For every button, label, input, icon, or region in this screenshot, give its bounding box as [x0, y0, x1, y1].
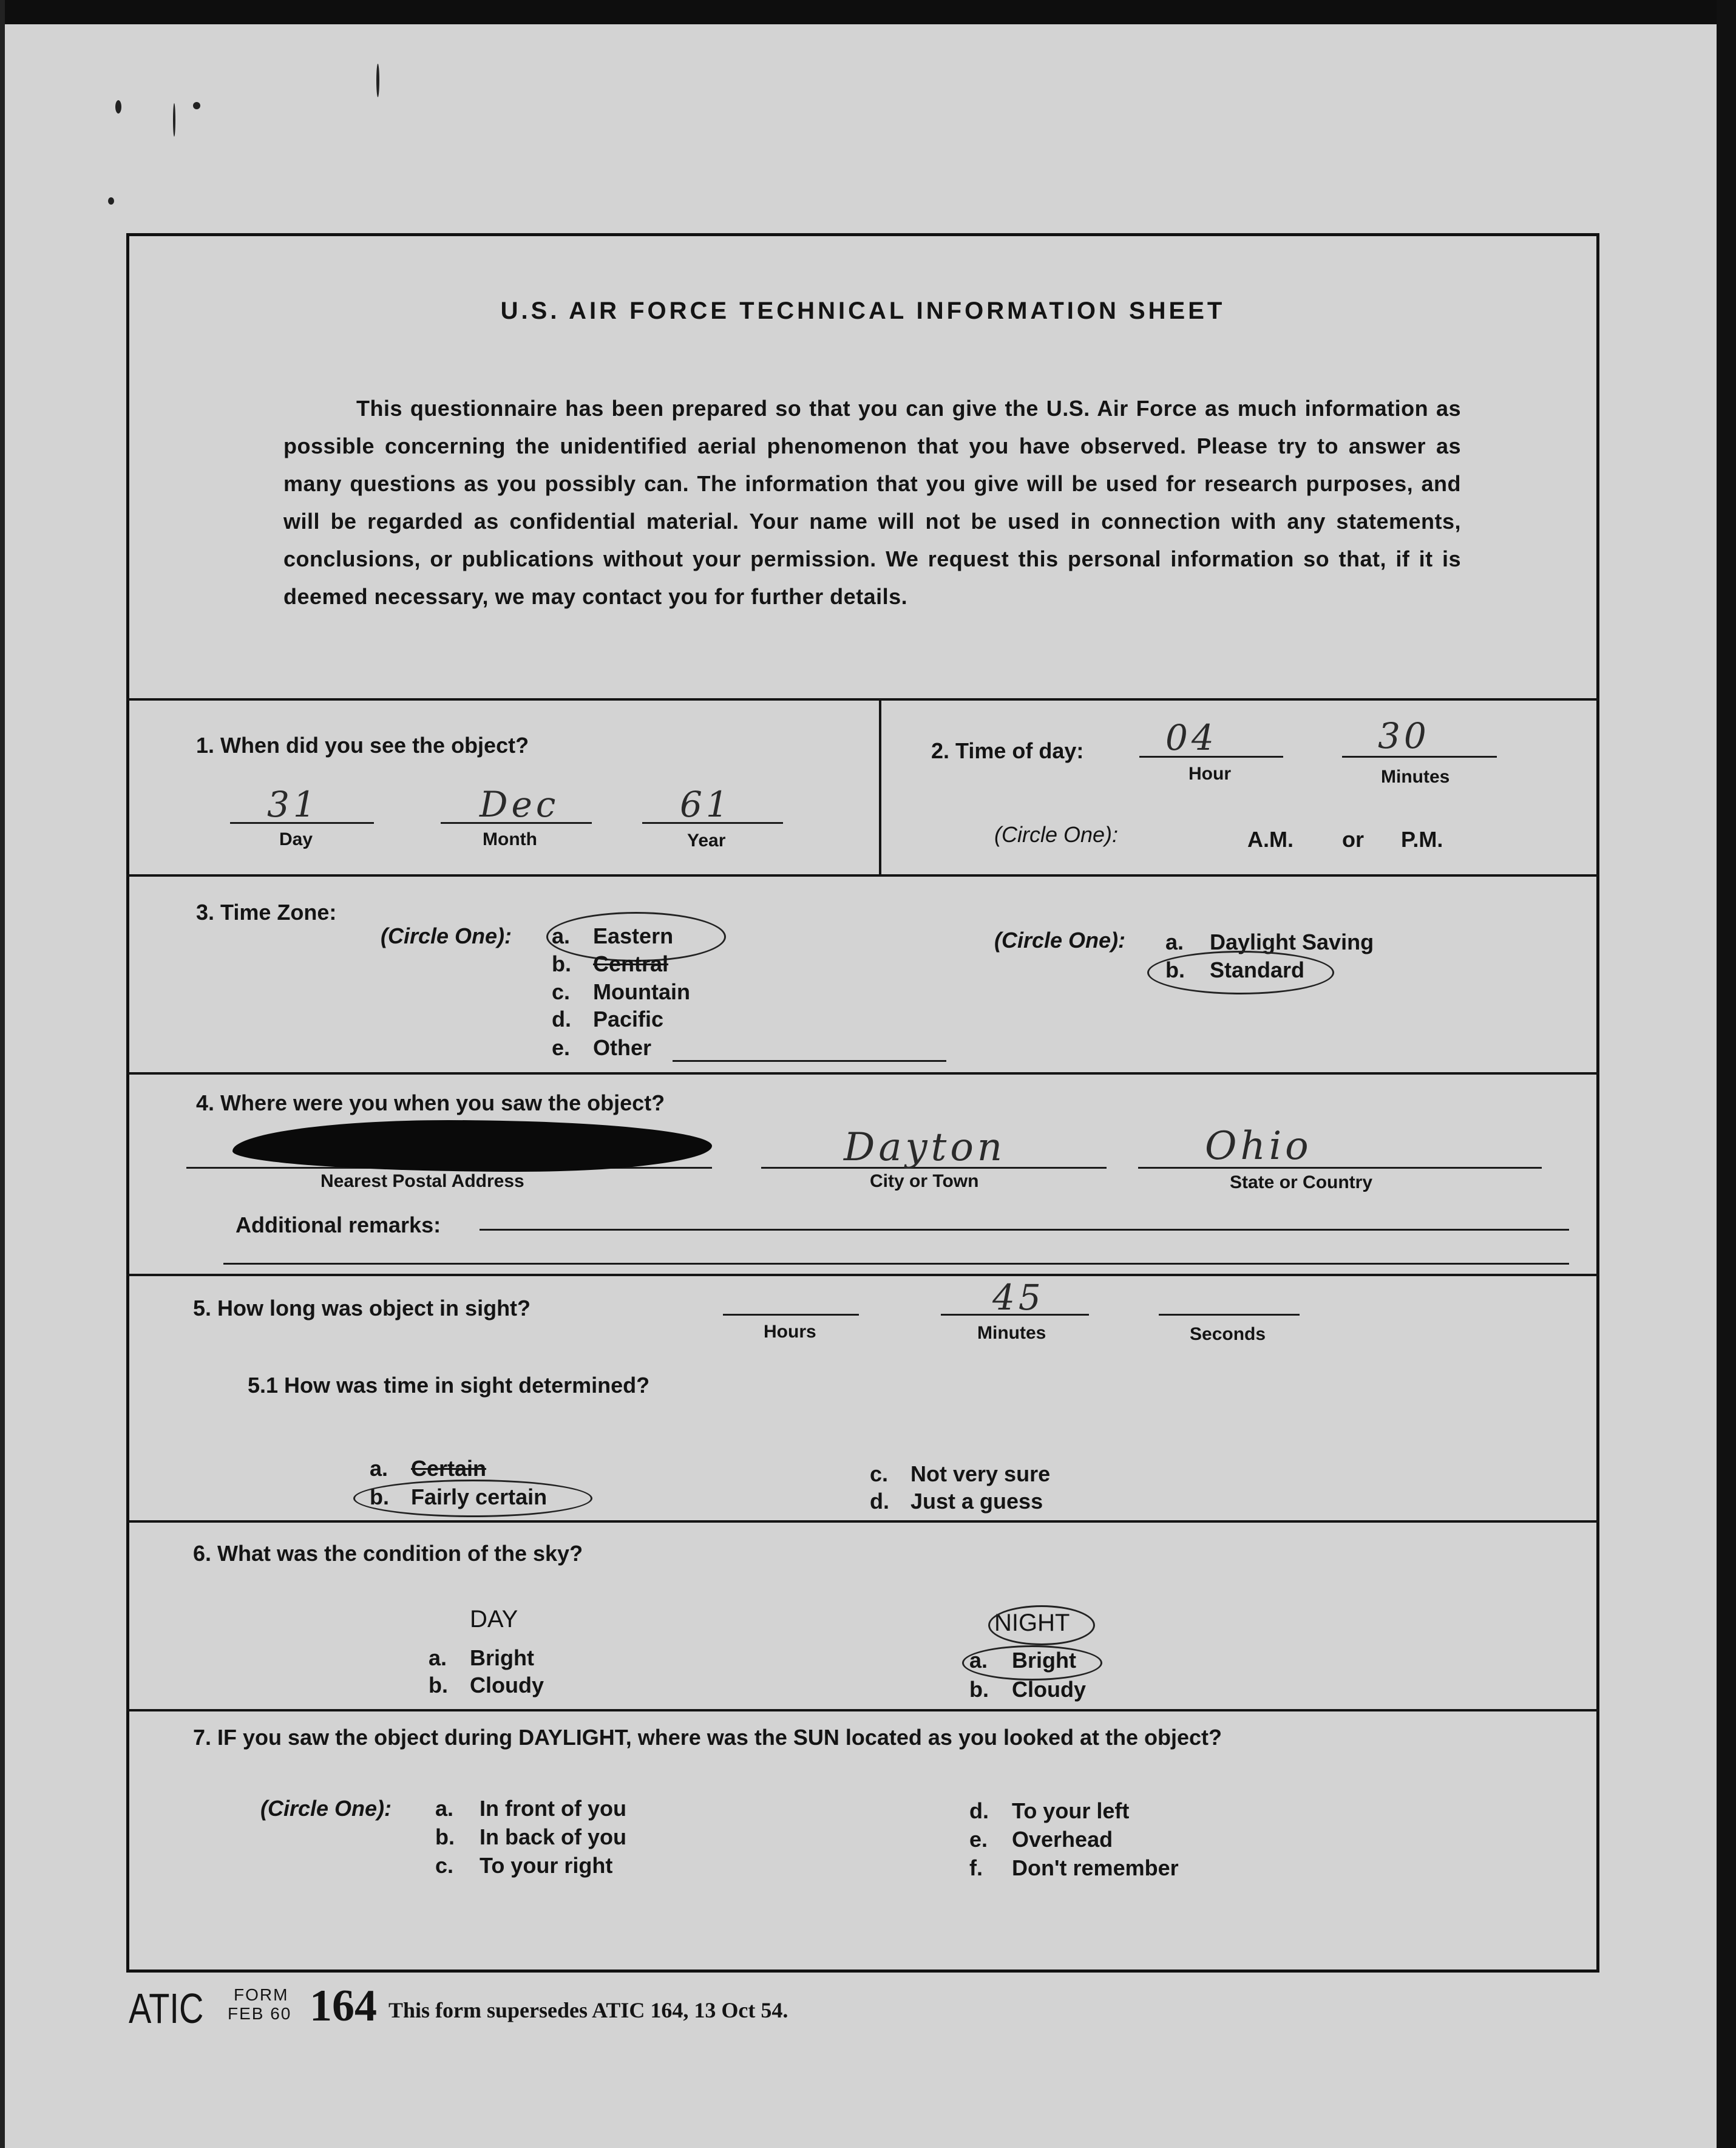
pm-option[interactable]: P.M. — [1401, 827, 1443, 852]
year-label: Year — [687, 831, 726, 851]
zone-e-key: e. — [552, 1035, 571, 1060]
zone-eastern[interactable]: Eastern — [593, 923, 674, 948]
duration-minutes-value: 45 — [992, 1277, 1045, 1318]
section-divider — [126, 874, 1599, 877]
scan-speck — [376, 64, 379, 97]
scan-border-top — [0, 0, 1736, 24]
q3-circle-one: (Circle One): — [381, 923, 512, 948]
dont-remember-option[interactable]: Don't remember — [1012, 1855, 1179, 1880]
state-field[interactable] — [1138, 1167, 1542, 1169]
sun-a-key: a. — [435, 1796, 454, 1821]
footer-date: FEB 60 — [228, 2004, 292, 2023]
zone-b-key: b. — [552, 951, 571, 976]
scan-speck — [108, 197, 114, 205]
hour-label: Hour — [1188, 764, 1231, 784]
scan-speck — [173, 103, 175, 137]
year-value: 61 — [680, 784, 732, 825]
zone-mountain[interactable]: Mountain — [593, 979, 690, 1004]
zone-central[interactable]: Central — [593, 951, 669, 976]
zone-a-key: a. — [552, 923, 571, 948]
in-front-option[interactable]: In front of you — [480, 1796, 626, 1821]
saving-a-key: a. — [1165, 930, 1184, 954]
state-value: Ohio — [1205, 1124, 1312, 1169]
q6-label: 6. What was the condition of the sky? — [193, 1541, 583, 1566]
q3-circle-one-2: (Circle One): — [994, 928, 1126, 953]
sun-e-key: e. — [969, 1827, 988, 1852]
remarks-field-line-2[interactable] — [223, 1263, 1569, 1265]
sun-f-key: f. — [969, 1855, 983, 1880]
q1-label: 1. When did you see the object? — [196, 733, 529, 758]
daylight-saving-option[interactable]: Daylight Saving — [1210, 930, 1374, 954]
q4-label: 4. Where were you when you saw the object? — [196, 1090, 665, 1115]
night-a-key: a. — [969, 1648, 988, 1673]
q5-label: 5. How long was object in sight? — [193, 1296, 531, 1320]
day-label: Day — [279, 829, 313, 849]
section-divider — [126, 1520, 1599, 1523]
minutes-label: Minutes — [1381, 767, 1450, 787]
overhead-option[interactable]: Overhead — [1012, 1827, 1113, 1852]
city-value: Dayton — [844, 1125, 1006, 1170]
day-heading: DAY — [470, 1606, 518, 1633]
scan-border-left — [0, 0, 5, 2148]
day-bright-option[interactable]: Bright — [470, 1645, 534, 1670]
seconds-label: Seconds — [1190, 1324, 1266, 1344]
standard-option[interactable]: Standard — [1210, 957, 1305, 982]
zone-other[interactable]: Other — [593, 1035, 652, 1060]
scan-speck — [193, 102, 200, 109]
hours-field[interactable] — [723, 1314, 859, 1316]
zone-pacific[interactable]: Pacific — [593, 1007, 664, 1032]
certain-option[interactable]: Certain — [411, 1456, 487, 1481]
other-zone-field[interactable] — [673, 1060, 946, 1062]
q3-label: 3. Time Zone: — [196, 900, 337, 925]
zone-d-key: d. — [552, 1007, 571, 1032]
scan-speck — [115, 100, 121, 114]
certainty-a-key: a. — [370, 1456, 388, 1481]
just-a-guess-option[interactable]: Just a guess — [910, 1489, 1043, 1514]
day-value: 31 — [267, 784, 319, 825]
q2-circle-one: (Circle One): — [994, 822, 1119, 847]
scan-border-right — [1717, 0, 1736, 2148]
q7-label: 7. IF you saw the object during DAYLIGHT, where was the SUN located as you looked at the object? — [193, 1725, 1222, 1750]
q7-circle-one: (Circle One): — [260, 1796, 392, 1821]
city-label: City or Town — [870, 1171, 979, 1191]
state-label: State or Country — [1230, 1172, 1373, 1192]
circled-mark — [962, 1645, 1102, 1681]
sun-b-key: b. — [435, 1824, 455, 1849]
am-option[interactable]: A.M. — [1247, 827, 1294, 852]
month-label: Month — [483, 829, 537, 849]
section-divider — [126, 1274, 1599, 1276]
q2-label: 2. Time of day: — [931, 738, 1084, 763]
day-b-key: b. — [429, 1673, 448, 1698]
zone-c-key: c. — [552, 979, 571, 1004]
seconds-field[interactable] — [1159, 1314, 1300, 1316]
minutes-value: 30 — [1378, 715, 1430, 756]
night-b-key: b. — [969, 1677, 989, 1702]
circled-mark — [1147, 951, 1334, 994]
remarks-field[interactable] — [480, 1229, 1569, 1231]
q5-1-label: 5.1 How was time in sight determined? — [248, 1373, 650, 1398]
footer-form: FORM — [234, 1985, 289, 2004]
column-divider — [879, 698, 881, 874]
in-back-option[interactable]: In back of you — [480, 1824, 627, 1849]
day-a-key: a. — [429, 1645, 447, 1670]
certainty-c-key: c. — [870, 1461, 889, 1486]
section-divider — [126, 698, 1599, 701]
sun-d-key: d. — [969, 1798, 989, 1823]
day-cloudy-option[interactable]: Cloudy — [470, 1673, 544, 1698]
hour-value: 04 — [1165, 717, 1218, 758]
footer-supersedes-note: This form supersedes ATIC 164, 13 Oct 54. — [388, 1998, 788, 2022]
night-bright-option[interactable]: Bright — [1012, 1648, 1076, 1673]
footer-form-number: 164 — [310, 1981, 377, 2031]
to-left-option[interactable]: To your left — [1012, 1798, 1130, 1823]
not-very-sure-option[interactable]: Not very sure — [910, 1461, 1051, 1486]
saving-b-key: b. — [1165, 957, 1185, 982]
hours-label: Hours — [764, 1322, 816, 1342]
section-divider — [126, 1709, 1599, 1711]
certainty-d-key: d. — [870, 1489, 889, 1514]
to-right-option[interactable]: To your right — [480, 1853, 613, 1878]
fairly-certain-option[interactable]: Fairly certain — [411, 1484, 548, 1509]
month-value: Dec — [480, 784, 560, 825]
night-cloudy-option[interactable]: Cloudy — [1012, 1677, 1086, 1702]
form-title: U.S. AIR FORCE TECHNICAL INFORMATION SHEET — [500, 297, 1226, 324]
footer-atic: ATIC — [129, 1985, 204, 2032]
certainty-b-key: b. — [370, 1484, 389, 1509]
circled-mark — [988, 1605, 1095, 1645]
remarks-label: Additional remarks: — [236, 1212, 441, 1237]
section-divider — [126, 1072, 1599, 1075]
night-heading: NIGHT — [994, 1609, 1070, 1636]
redacted-address — [232, 1120, 712, 1172]
sun-c-key: c. — [435, 1853, 454, 1878]
address-label: Nearest Postal Address — [320, 1171, 524, 1191]
or-text: or — [1342, 827, 1364, 852]
duration-minutes-label: Minutes — [977, 1323, 1046, 1343]
intro-paragraph: This questionnaire has been prepared so that you can give the U.S. Air Force as much information as possible concerning the unidentified aerial phenomenon that you have observed. Please try to answer as many questions as you possibly can. The information that you give will be used for research purposes, and will be regarded as confidential material. Your name will not be used in connection with any statements, conclusions, or publications without your permission. We request this personal information so that, if it is deemed necessary, we may contact you for further details. — [283, 396, 1461, 609]
circled-mark — [353, 1480, 592, 1517]
